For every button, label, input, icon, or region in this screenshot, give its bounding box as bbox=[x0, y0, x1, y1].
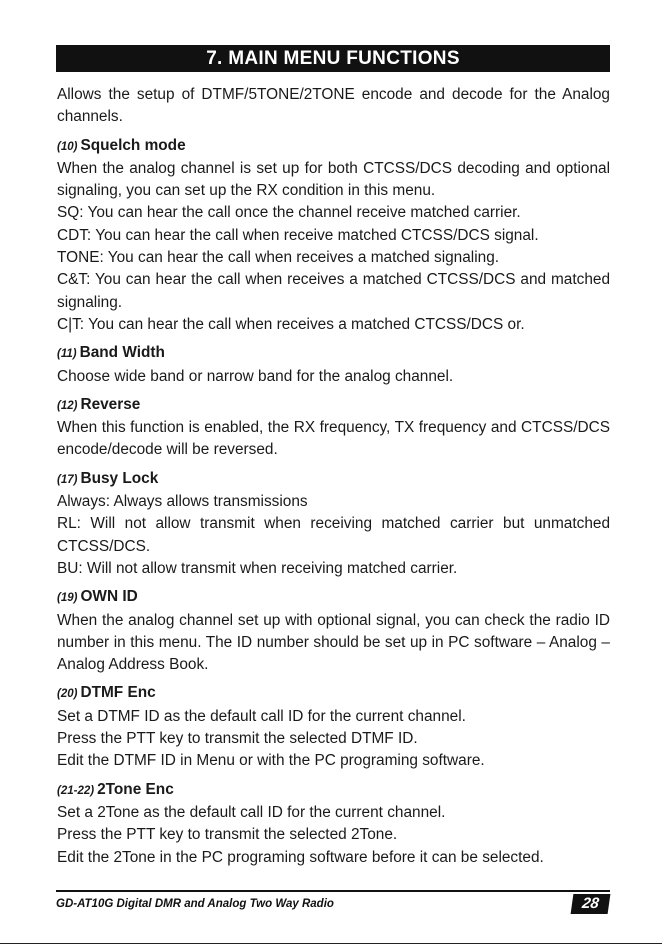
section-heading bbox=[57, 682, 610, 705]
section-number: (21-22) bbox=[57, 784, 95, 797]
section-title: Busy Lock bbox=[80, 469, 159, 487]
page-number-badge: 28 bbox=[571, 894, 611, 914]
section-band-width bbox=[57, 342, 610, 388]
paragraph: Choose wide band or narrow band for the analog channel. bbox=[57, 367, 454, 385]
paragraph: Press the PTT key to transmit the selected DTMF ID. bbox=[57, 730, 418, 748]
section-heading bbox=[57, 394, 610, 417]
section-title: DTMF Enc bbox=[80, 684, 156, 702]
page-bottom-divider bbox=[0, 943, 662, 944]
paragraph: Edit the 2Tone in the PC programing software before it can be selected. bbox=[57, 848, 544, 866]
paragraph: Edit the DTMF ID in Menu or with the PC programing software. bbox=[57, 752, 485, 770]
footer-product-name: GD-AT10G Digital DMR and Analog Two Way Radio bbox=[56, 898, 334, 910]
section-title: 2Tone Enc bbox=[97, 780, 174, 798]
section-number: (11) bbox=[57, 348, 77, 361]
section-2tone-enc bbox=[57, 779, 610, 869]
section-title: Band Width bbox=[79, 344, 165, 362]
section-reverse bbox=[57, 394, 610, 462]
section-own-id bbox=[57, 586, 610, 676]
paragraph: When the analog channel is set up for both CTCSS/DCS decoding and optional signaling, you can set up the RX condition in this menu. bbox=[57, 159, 610, 200]
paragraph: Set a DTMF ID as the default call ID for the current channel. bbox=[57, 707, 466, 725]
paragraph: SQ: You can hear the call once the channel receive matched carrier. bbox=[57, 204, 521, 222]
intro-paragraph: Allows the setup of DTMF/5TONE/2TONE encode and decode for the Analog channels. bbox=[57, 86, 610, 126]
paragraph: C&T: You can hear the call when receives a matched CTCSS/DCS and matched signaling. bbox=[57, 271, 610, 311]
section-heading bbox=[57, 342, 610, 365]
section-title: OWN ID bbox=[80, 588, 138, 606]
page-content bbox=[57, 84, 610, 869]
section-heading bbox=[57, 586, 610, 609]
section-busy-lock bbox=[57, 468, 610, 580]
footer-divider bbox=[56, 890, 610, 892]
section-heading bbox=[57, 779, 610, 802]
section-heading bbox=[57, 135, 610, 158]
paragraph: CDT: You can hear the call when receive matched CTCSS/DCS signal. bbox=[57, 226, 539, 244]
section-number: (19) bbox=[57, 592, 78, 605]
section-dtmf-enc bbox=[57, 682, 610, 772]
paragraph: When the analog channel set up with optional signal, you can check the radio ID number in this menu. The ID number should be set up in PC software – Analog – Analog Address Book. bbox=[57, 611, 610, 674]
section-squelch-mode bbox=[57, 135, 610, 337]
paragraph: Always: Always allows transmissions bbox=[57, 493, 308, 511]
section-number: (17) bbox=[57, 473, 78, 486]
paragraph: When this function is enabled, the RX frequency, TX frequency and CTCSS/DCS encode/decode will be reversed. bbox=[57, 419, 610, 459]
section-number: (10) bbox=[57, 140, 78, 153]
paragraph: Press the PTT key to transmit the selected 2Tone. bbox=[57, 826, 398, 844]
page-title: 7. MAIN MENU FUNCTIONS bbox=[56, 45, 610, 72]
section-number: (20) bbox=[57, 688, 78, 701]
section-title: Squelch mode bbox=[80, 136, 186, 154]
paragraph: Set a 2Tone as the default call ID for the current channel. bbox=[57, 803, 446, 821]
paragraph: TONE: You can hear the call when receives a matched signaling. bbox=[57, 249, 500, 267]
section-heading bbox=[57, 468, 610, 491]
paragraph: BU: Will not allow transmit when receiving matched carrier. bbox=[57, 559, 458, 577]
paragraph: RL: Will not allow transmit when receiving matched carrier but unmatched CTCSS/DCS. bbox=[57, 515, 610, 555]
section-title: Reverse bbox=[80, 395, 141, 413]
section-number: (12) bbox=[57, 399, 78, 412]
paragraph: C|T: You can hear the call when receives a matched CTCSS/DCS or. bbox=[57, 315, 525, 333]
